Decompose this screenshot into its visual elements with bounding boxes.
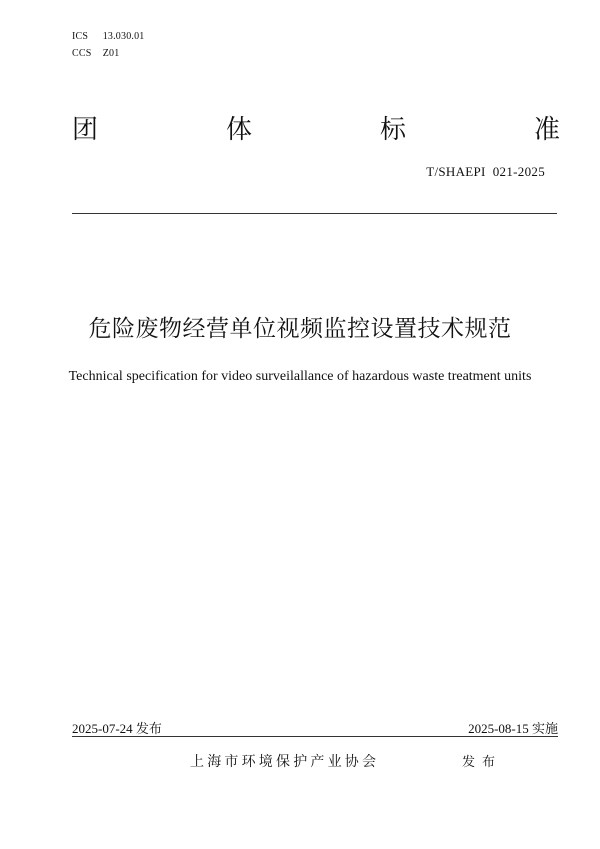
ccs-label: CCS: [72, 48, 92, 59]
ccs-classification: [72, 48, 119, 59]
bottom-divider: [72, 736, 558, 737]
publish-date: 2025-07-24 发布: [72, 721, 162, 736]
standard-code: T/SHAEPI 021-2025: [426, 164, 545, 179]
ccs-code: Z01: [102, 48, 120, 59]
issuing-organization: 上海市环境保护产业协会: [190, 754, 380, 770]
title-chinese: 危险废物经营单位视频监控设置技术规范: [88, 316, 512, 342]
implement-date: 2025-08-15 实施: [468, 721, 558, 736]
standard-type-heading: [72, 115, 560, 145]
top-divider: [72, 213, 557, 214]
ics-code: 13.030.01: [102, 31, 145, 42]
standard-type-char: 准: [533, 115, 560, 145]
issue-label: 发布: [462, 755, 503, 770]
standard-type-char: 体: [225, 115, 252, 145]
standard-type-char: 标: [379, 115, 406, 145]
title-english: Technical specification for video surveilallance of hazardous waste treatment units: [68, 369, 532, 384]
standard-type-char: 团: [72, 115, 99, 145]
ics-classification: [72, 31, 145, 42]
ics-label: ICS: [72, 31, 89, 42]
